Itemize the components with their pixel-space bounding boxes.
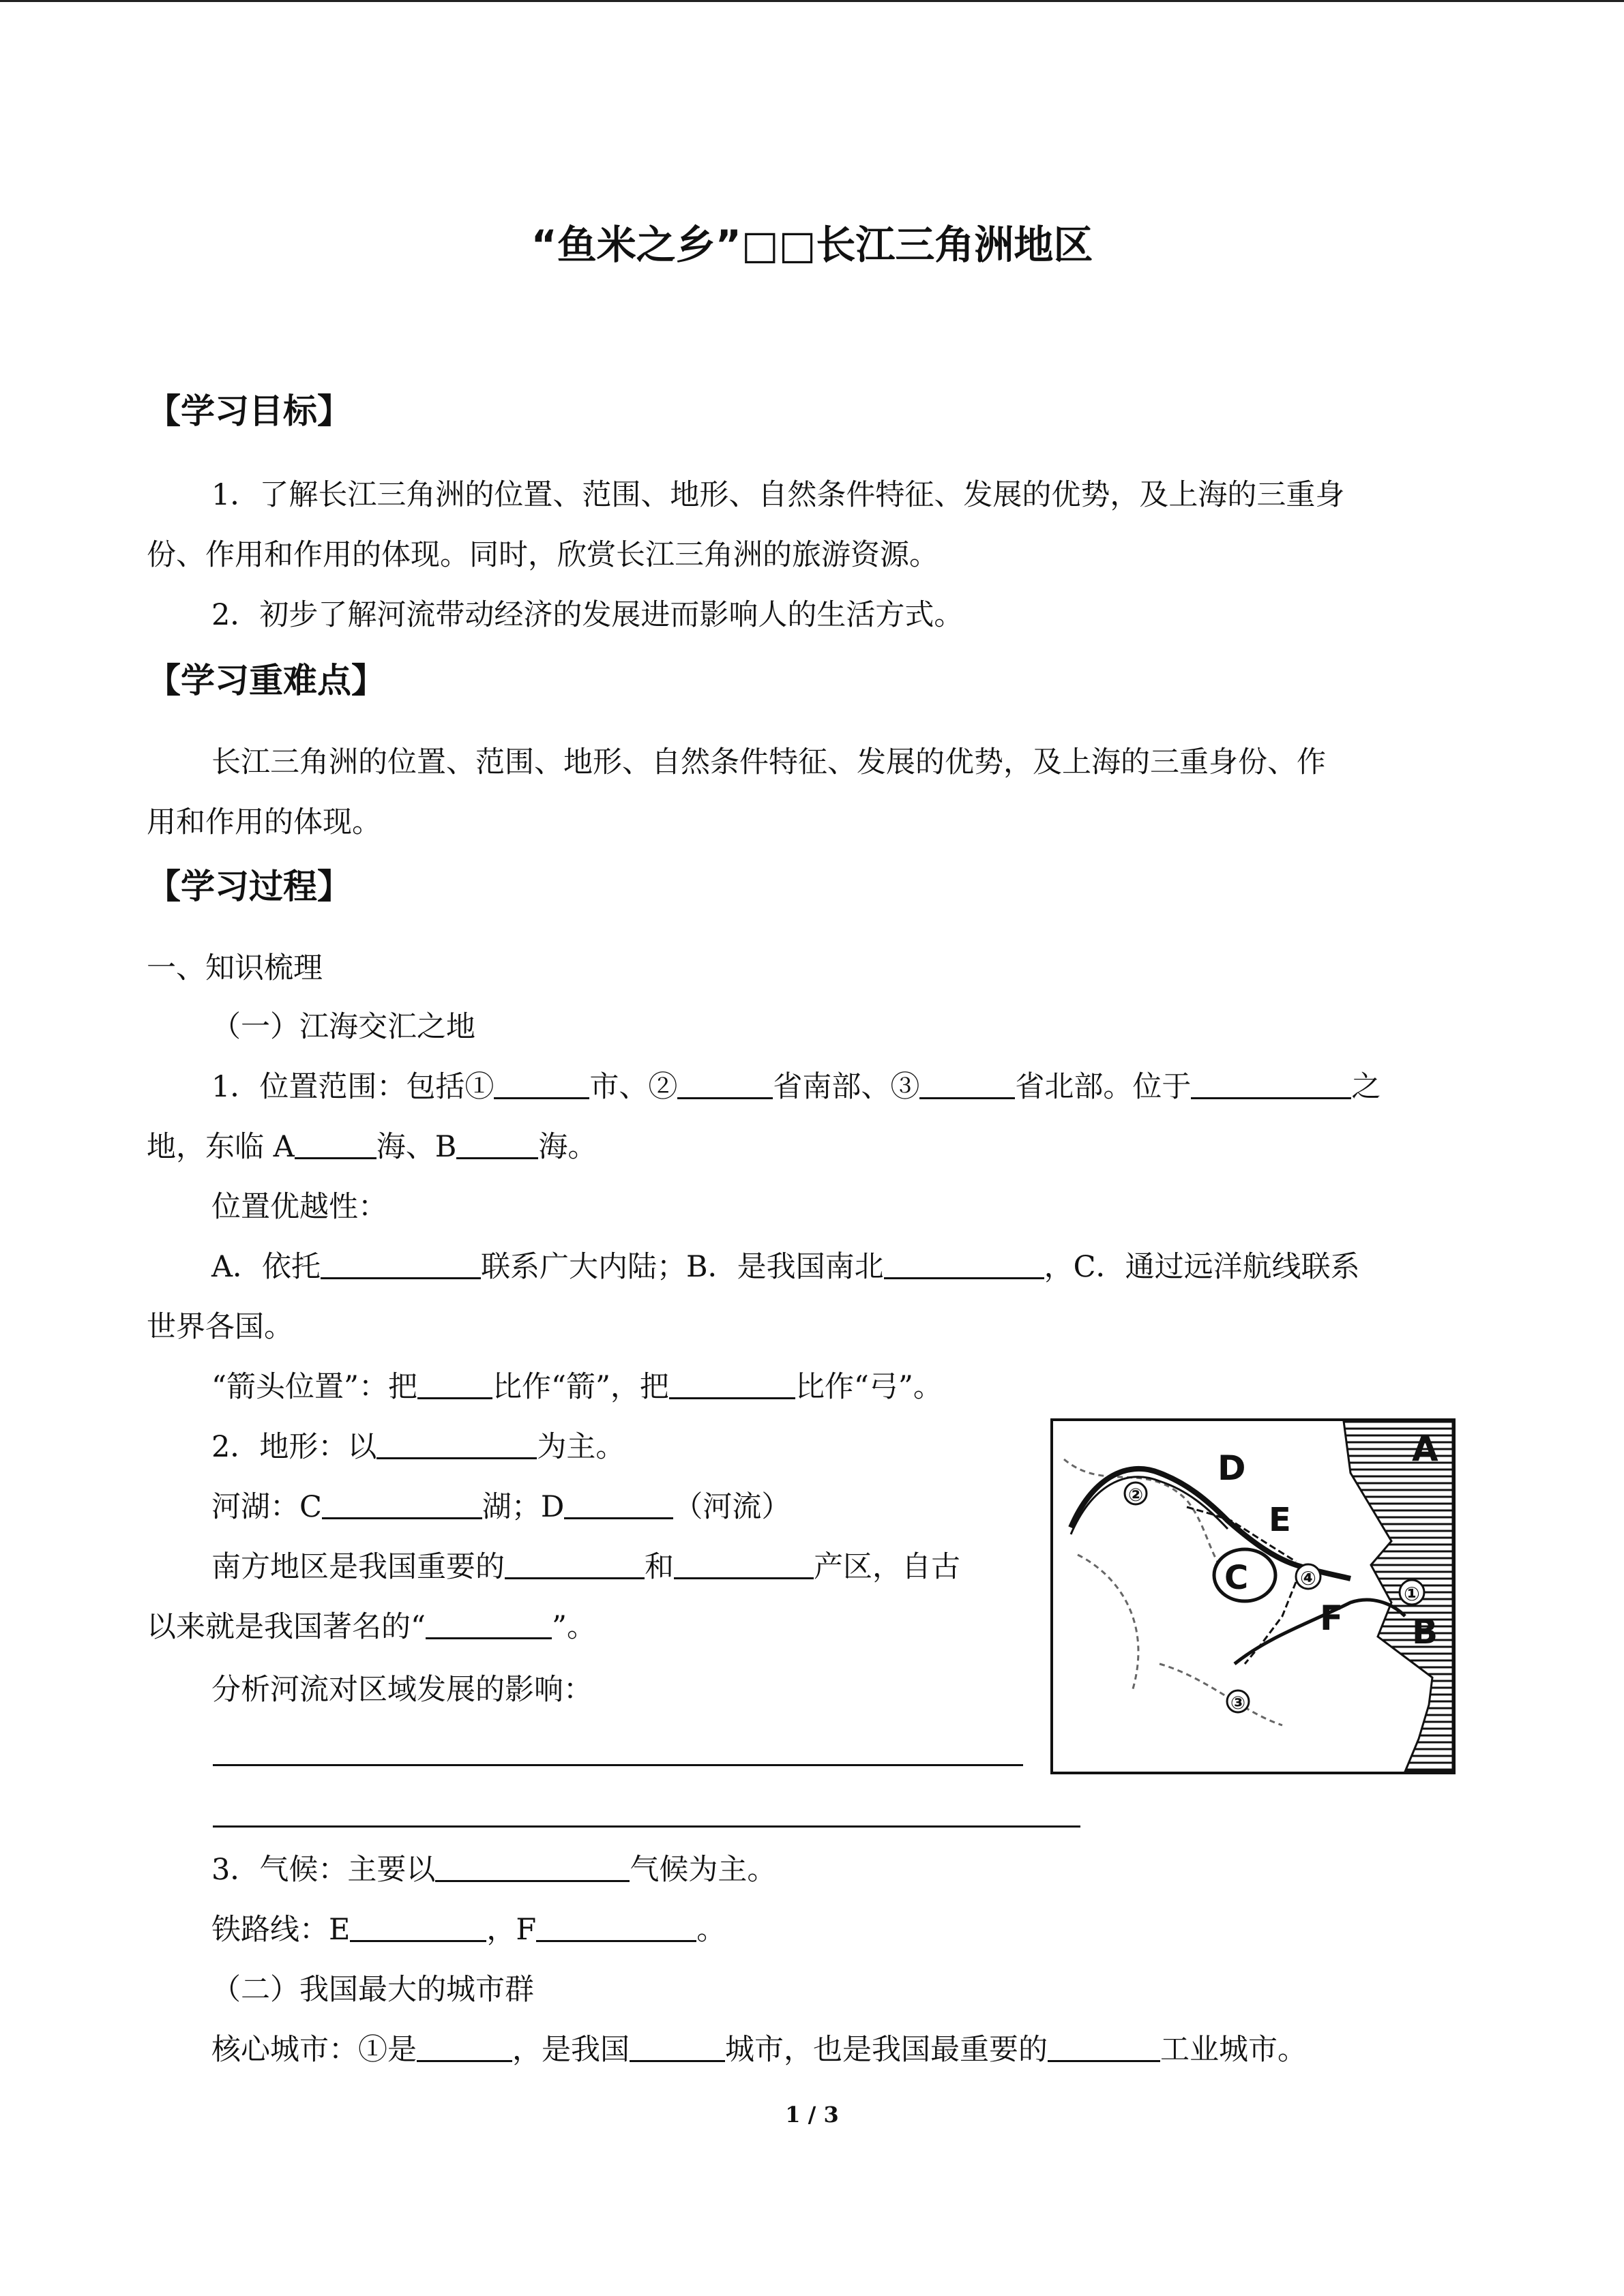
blank-field[interactable] bbox=[417, 2033, 512, 2062]
part-one-title: 一、知识梳理 bbox=[147, 951, 323, 985]
yangtze-delta-map bbox=[1050, 1418, 1456, 1774]
answer-line[interactable] bbox=[213, 1764, 1023, 1766]
blank-field[interactable] bbox=[494, 1070, 589, 1099]
page-title: “鱼米之乡”□□长江三角洲地区 bbox=[531, 222, 1093, 268]
label-b: B bbox=[1412, 1612, 1438, 1652]
advantage-line-b: 世界各国。 bbox=[147, 1310, 293, 1344]
section-two-title: （二）我国最大的城市群 bbox=[211, 1973, 534, 2007]
blank-field[interactable] bbox=[377, 1430, 537, 1459]
blank-field[interactable] bbox=[674, 1550, 814, 1579]
blank-field[interactable] bbox=[322, 1490, 482, 1519]
south-line-b: 以来就是我国著名的“ ”。 bbox=[147, 1610, 596, 1644]
blank-field[interactable] bbox=[536, 1913, 696, 1942]
blank-field[interactable] bbox=[426, 1610, 552, 1639]
heading-goals: 【学习目标】 bbox=[147, 391, 351, 431]
railway-line: 铁路线：E ，F 。 bbox=[211, 1913, 726, 1947]
blank-field[interactable] bbox=[1048, 2033, 1160, 2062]
goals-line-1a: 1．了解长江三角洲的位置、范围、地形、自然条件特征、发展的优势，及上海的三重身 bbox=[211, 478, 1345, 512]
lakes-line: 河湖：C 湖；D （河流） bbox=[211, 1490, 791, 1524]
question-2-line: 2．地形：以 为主。 bbox=[211, 1430, 625, 1464]
label-circle-3: ③ bbox=[1230, 1693, 1246, 1714]
question-3-line: 3．气候：主要以 气候为主。 bbox=[211, 1853, 777, 1887]
label-f: F bbox=[1320, 1598, 1344, 1638]
question-1-line-b: 地，东临 A 海、B 海。 bbox=[147, 1130, 597, 1164]
blank-field[interactable] bbox=[350, 1913, 486, 1942]
page-number: 1 / 3 bbox=[785, 2102, 839, 2128]
blank-field[interactable] bbox=[630, 2033, 725, 2062]
label-circle-1: ① bbox=[1404, 1583, 1420, 1605]
blank-field[interactable] bbox=[321, 1250, 481, 1279]
heading-key: 【学习重难点】 bbox=[147, 661, 385, 700]
key-line-1: 长江三角洲的位置、范围、地形、自然条件特征、发展的优势，及上海的三重身份、作 bbox=[211, 745, 1326, 779]
core-city-line: 核心城市：①是 ，是我国 城市，也是我国最重要的 工业城市。 bbox=[211, 2033, 1307, 2067]
label-c: C bbox=[1224, 1559, 1249, 1597]
goals-line-2: 2．初步了解河流带动经济的发展进而影响人的生活方式。 bbox=[211, 598, 964, 632]
key-line-2: 用和作用的体现。 bbox=[147, 805, 381, 839]
top-border bbox=[0, 0, 1624, 2]
south-line-a: 南方地区是我国重要的 和 产区，自古 bbox=[211, 1550, 960, 1584]
answer-line[interactable] bbox=[213, 1825, 1080, 1828]
blank-field[interactable] bbox=[564, 1490, 673, 1519]
advantage-label: 位置优越性： bbox=[211, 1190, 387, 1224]
goals-line-1b: 份、作用和作用的体现。同时，欣赏长江三角洲的旅游资源。 bbox=[147, 538, 939, 572]
analyze-label: 分析河流对区域发展的影响： bbox=[211, 1673, 593, 1707]
blank-field[interactable] bbox=[669, 1370, 795, 1399]
label-circle-2: ② bbox=[1127, 1485, 1144, 1506]
arrow-position-line: “箭头位置”：把 比作“箭”，把 比作“弓”。 bbox=[211, 1370, 943, 1404]
advantage-line-a: A．依托 联系广大内陆；B．是我国南北 ，C．通过远洋航线联系 bbox=[211, 1250, 1360, 1284]
blank-field[interactable] bbox=[919, 1070, 1015, 1099]
question-1-line-a: 1．位置范围：包括① 市、② 省南部、③ 省北部。位于 之 bbox=[211, 1070, 1381, 1104]
blank-field[interactable] bbox=[435, 1853, 630, 1882]
label-a: A bbox=[1412, 1429, 1438, 1469]
blank-field[interactable] bbox=[1191, 1070, 1351, 1099]
label-circle-4: ④ bbox=[1300, 1567, 1316, 1590]
blank-field[interactable] bbox=[505, 1550, 645, 1579]
blank-field[interactable] bbox=[295, 1130, 377, 1159]
blank-field[interactable] bbox=[417, 1370, 492, 1399]
section-one-title: （一）江海交汇之地 bbox=[211, 1010, 475, 1044]
label-d: D bbox=[1217, 1448, 1246, 1488]
blank-field[interactable] bbox=[677, 1070, 773, 1099]
label-e: E bbox=[1269, 1501, 1291, 1539]
heading-process: 【学习过程】 bbox=[147, 867, 351, 906]
blank-field[interactable] bbox=[884, 1250, 1044, 1279]
blank-field[interactable] bbox=[456, 1130, 538, 1159]
